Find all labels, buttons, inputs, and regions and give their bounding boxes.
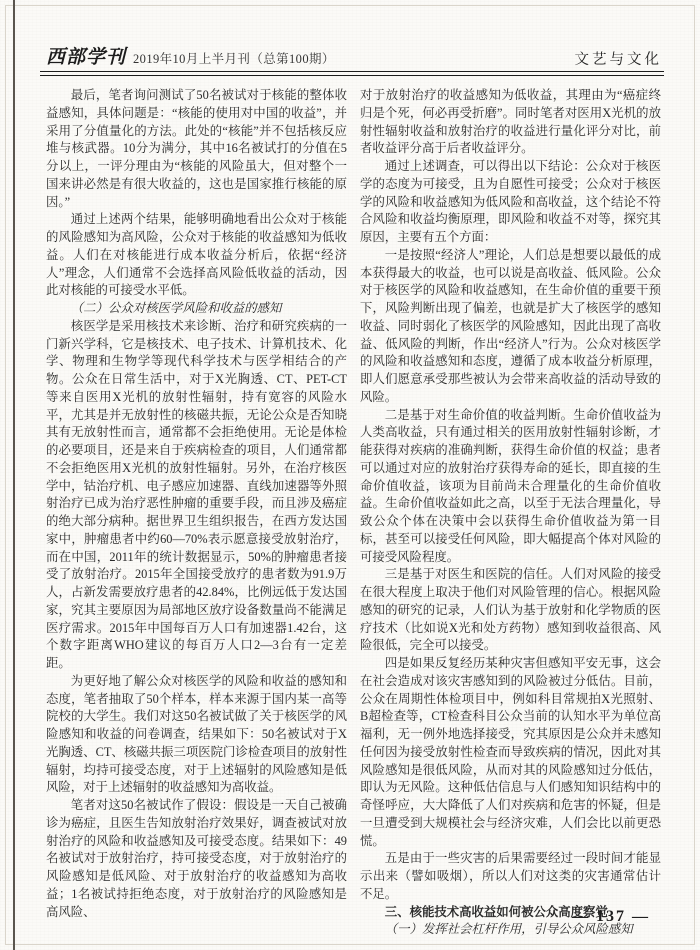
section-heading: （一）发挥社会杠杆作用，引导公众风险感知 (384, 922, 633, 937)
journal-issue-info: 2019年10月上半月刊（总第100期） (133, 52, 335, 66)
section-heading: （二）公众对核医学风险和收益的感知 (70, 301, 282, 315)
body-paragraph: 笔者对这50名被试作了假设：假设是一天自己被确诊为癌症，且医生告知放射治疗效果好，调查被试对放射治疗的风险和收益感知及可接受态度。结果如下：49名被试对于放射治疗，持可接受态度，对于放射治疗的风险感知是低风险、对于放射治疗的收益感知为高收益；1名被试持拒绝态度，对于放射治疗的风险感知是高风险、 (46, 798, 347, 919)
body-paragraph: 为更好地了解公众对核医学的风险和收益的感知和态度，笔者抽取了50个样本，样本来源于国内某一高等院校的大学生。我们对这50名被试做了关于核医学的风险感知和收益的问卷调查，结果如下：50名被试对于X光胸透、CT、核磁共振三项医院门诊检查项目的放射性辐射，均持可接受态度，对于上述辐射的风险感知是低风险，对于上述辐射的收益感知为高收益。 (46, 673, 347, 795)
article-body (46, 87, 662, 937)
body-paragraph: 最后，笔者询问测试了50名被试对于核能的整体收益感知，具体问题是：“核能的使用对中国的收益”，并采用了分值量化的方法。此处的“核能”并不包括核反应堆与核武器。10分为满分，其中16名被试打的分值在5分以上，一评分理由为“核能的风险虽大，但对整个一国来讲必然是有很大收益的，这也是国家推行核能的原因。” (46, 88, 347, 209)
right-column (360, 87, 661, 937)
body-paragraph: 核医学是采用核技术来诊断、治疗和研究疾病的一门新兴学科，它是核技术、电子技术、计算机技术、化学、物理和生物学等现代科学技术与医学相结合的产物。公众在日常生活中，对于X光胸透、CT、PET-CT等来自医用X光机的放射性辐射，持有宽容的风险水平，尤其是并无放射性的核磁共振，无论公众是否知晓其有无放射性而言，通常都不会拒绝使用。无论是体检的必要项目，还是来自于疾病检查的项目，人们通常都不会拒绝医用X光机的放射性辐射。另外，在治疗核医学中，钴治疗机、电子感应加速器、直线加速器等外照射治疗已成为治疗恶性肿瘤的重要手段，而且涉及癌症的绝大部分病种。据世界卫生组织报告，在西方发达国家中，肿瘤患者中约60—70%表示愿意接受放射治疗，而在中国，2011年的统计数据显示，50%的肿瘤患者接受了放射治疗。2015年全国接受放疗的患者数为91.9万人，占新发需要放疗患者的42.84%，比例远低于发达国家，究其主要原因为局部地区放疗设备数量尚不能满足医疗需求。2015年中国每百万人口有加速器1.42台，这个数字距离WHO建议的每百万人口2—3台有一定差距。 (46, 318, 347, 670)
journal-name: 西部学刊 (46, 47, 127, 68)
section-heading: 三、核能技术高收益如何被公众高度察觉 (384, 904, 608, 919)
left-column (46, 87, 347, 923)
body-paragraph: 五是由于一些灾害的后果需要经过一段时间才能显示出来（譬如吸烟），所以人们对这类的灾害通常估计不足。 (360, 851, 661, 901)
page-number: — 137 — (572, 908, 650, 925)
body-paragraph: 对于放射治疗的收益感知为低收益，其理由为“癌症终归是个死，何必再受折磨”。同时笔者对医用X光机的放射性辐射收益和放射治疗的收益进行量化评分对比，前者收益评分高于后者收益评分。 (360, 88, 661, 156)
body-paragraph: 三是基于对医生和医院的信任。人们对风险的接受在很大程度上取决于他们对风险管理的信心。根据风险感知的研究的记录，人们认为基于放射和化学物质的医疗技术（比如说X光和处方药物）感知到收益很高、风险很低，完全可以接受。 (360, 567, 661, 653)
body-paragraph: 二是基于对生命价值的收益判断。生命价值收益为人类高收益，只有通过相关的医用放射性辐射诊断，才能获得对疾病的准确判断，获得生命价值的权益；患者可以通过对应的放射治疗获得寿命的延长，即直接的生命价值收益，该项为目前尚未合理量化的生命价值收益。生命价值收益如此之高，以至于无法合理量化，导致公众个体在决策中会以获得生命价值收益为第一目标，甚至可以接受任何风险，即大幅提高个体对风险的可接受风险程度。 (360, 407, 661, 564)
section-label: 文艺与文化 (574, 52, 662, 68)
scan-edge-line (13, 0, 15, 950)
body-paragraph: 通过上述两个结果，能够明确地看出公众对于核能的风险感知为高风险，公众对于核能的收益感知为低收益。人们在对核能进行成本收益分析后，依据“经济人”理念，人们通常不会选择高风险低收益的活动，因此对核能的可接受水平低。 (46, 212, 347, 298)
header-double-rule (40, 71, 664, 76)
journal-masthead (46, 42, 335, 69)
body-paragraph: 一是按照“经济人”理论，人们总是想要以最低的成本获得最大的收益，也可以说是高收益、低风险。公众对于核医学的风险和收益感知，在生命价值的重要干预下，风险判断出现了偏差，也就是扩大了核医学的感知收益、同时弱化了核医学的风险感知，因此出现了高收益、低风险的判断，作出“经济人”行为。公众对核医学的风险和收益感知和态度，遵循了成本收益分析原理，即人们愿意承受那些被认为会带来高收益的活动导致的风险。 (360, 247, 661, 404)
body-paragraph: 通过上述调查，可以得出以下结论：公众对于核医学的态度为可接受，且为自愿性可接受；公众对于核医学的风险和收益感知为低风险和高收益，这个结论不符合风险和收益均衡原理，即风险和收益不对等，探究其原因，主要有五个方面： (360, 159, 661, 244)
body-paragraph: 四是如果反复经历某种灾害但感知平安无事，这会在社会造成对该灾害感知到的风险被过分低估。目前，公众在周期性体检项目中，例如科目常规拍X光照射、B超检查等，CT检查科目公众当前的认知水平为单位高福利，无一例外地选择接受，究其原因是公众并未感知任何因为接受放射性检查而导致疾病的情况，因此对其风险感知是很低风险，从而对其的风险感知过分低估，即认为无风险。这种低估信息与人们感知知识结构中的奇怪呼应，大大降低了人们对疾病和危害的怀疑，但是一旦遭受到大规模社会与经济灾难，人们会比以前更恐慌。 (360, 656, 661, 848)
page-header (46, 42, 662, 69)
